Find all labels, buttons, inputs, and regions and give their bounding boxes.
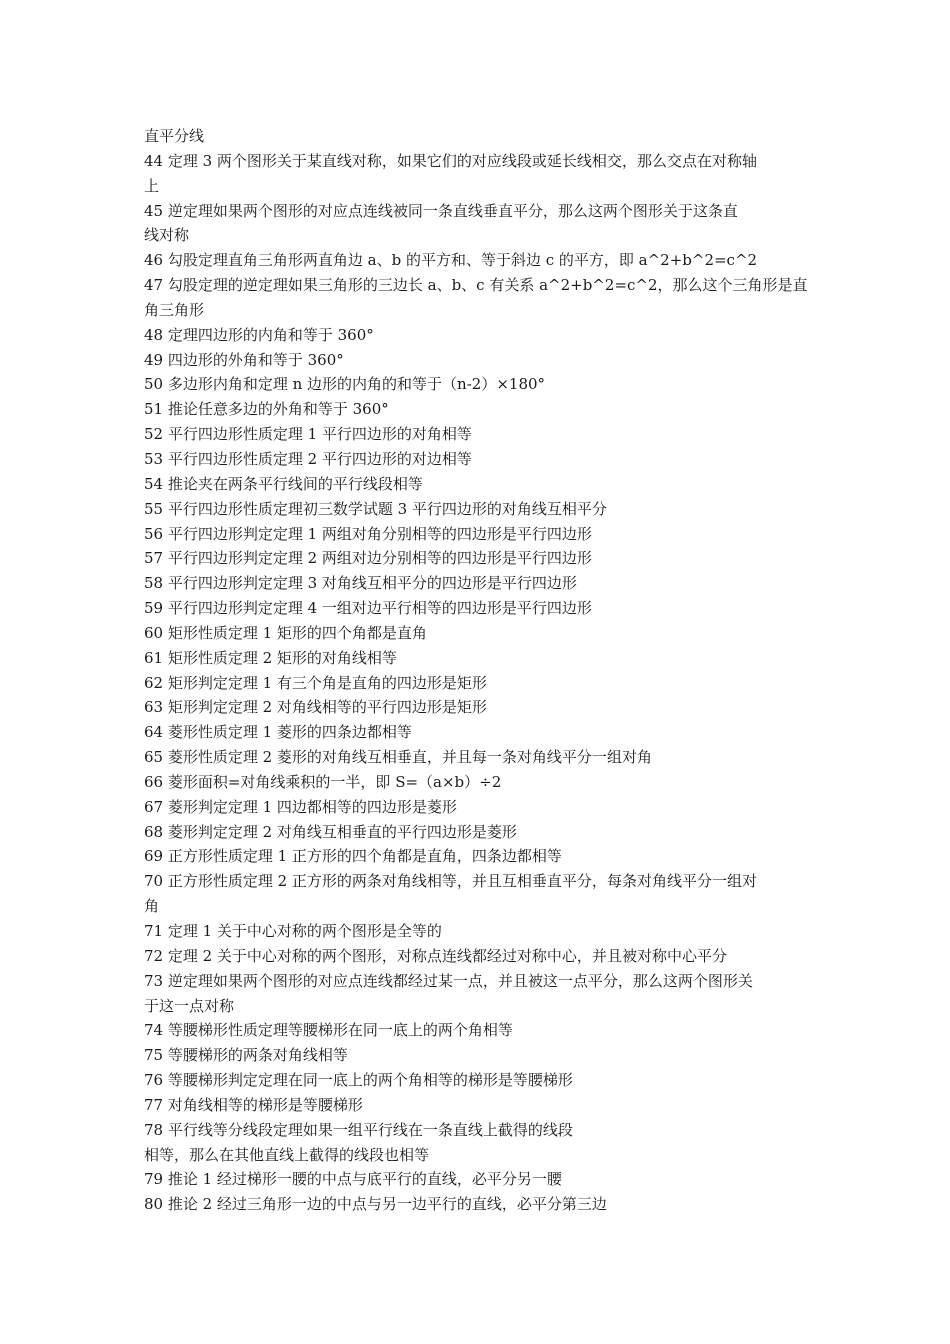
text-line: 直平分线 [144, 127, 205, 145]
text-line: 57 平行四边形判定定理 2 两组对边分别相等的四边形是平行四边形 [144, 549, 592, 568]
text-line: 72 定理 2 关于中心对称的两个图形，对称点连线都经过对称中心，并且被对称中心平分 [144, 946, 727, 965]
text-line: 65 菱形性质定理 2 菱形的对角线互相垂直，并且每一条对角线平分一组对角 [144, 748, 652, 767]
text-line: 79 推论 1 经过梯形一腰的中点与底平行的直线，必平分另一腰 [144, 1170, 562, 1189]
text-line: 61 矩形性质定理 2 矩形的对角线相等 [144, 648, 397, 667]
text-line: 角 [144, 897, 160, 916]
text-line: 44 定理 3 两个图形关于某直线对称，如果它们的对应线段或延长线相交，那么交点在对称轴 [144, 151, 757, 170]
text-line: 角三角形 [144, 300, 205, 319]
text-line: 59 平行四边形判定定理 4 一组对边平行相等的四边形是平行四边形 [144, 599, 592, 618]
text-line: 66 菱形面积=对角线乘积的一半，即 S=（a×b）÷2 [144, 772, 502, 791]
text-line: 46 勾股定理直角三角形两直角边 a、b 的平方和、等于斜边 c 的平方，即 a^2+b^2=c^2 [144, 251, 758, 270]
text-line: 52 平行四边形性质定理 1 平行四边形的对角相等 [144, 425, 472, 444]
text-line: 53 平行四边形性质定理 2 平行四边形的对边相等 [144, 449, 472, 468]
text-line: 51 推论任意多边的外角和等于 360° [144, 400, 389, 419]
text-line: 54 推论夹在两条平行线间的平行线段相等 [144, 474, 423, 493]
text-line: 62 矩形判定定理 1 有三个角是直角的四边形是矩形 [144, 673, 487, 692]
text-line: 80 推论 2 经过三角形一边的中点与另一边平行的直线，必平分第三边 [144, 1195, 607, 1214]
text-line: 47 勾股定理的逆定理如果三角形的三边长 a、b、c 有关系 a^2+b^2=c^2，那么这个三角形是直 [144, 276, 808, 295]
text-line: 76 等腰梯形判定定理在同一底上的两个角相等的梯形是等腰梯形 [144, 1071, 573, 1090]
text-line: 71 定理 1 关于中心对称的两个图形是全等的 [144, 922, 442, 940]
text-line: 63 矩形判定定理 2 对角线相等的平行四边形是矩形 [144, 698, 487, 717]
text-line: 50 多边形内角和定理 n 边形的内角的和等于（n-2）×180° [144, 375, 546, 394]
text-line: 45 逆定理如果两个图形的对应点连线被同一条直线垂直平分，那么这两个图形关于这条直 [144, 201, 738, 220]
text-line: 线对称 [144, 226, 190, 245]
text-line: 68 菱形判定定理 2 对角线互相垂直的平行四边形是菱形 [144, 822, 517, 841]
text-line: 67 菱形判定定理 1 四边都相等的四边形是菱形 [144, 797, 457, 816]
text-line: 73 逆定理如果两个图形的对应点连线都经过某一点，并且被这一点平分，那么这两个图形关 [144, 971, 753, 990]
text-line: 48 定理四边形的内角和等于 360° [144, 325, 374, 344]
text-line: 于这一点对称 [144, 996, 235, 1015]
text-line: 70 正方形性质定理 2 正方形的两条对角线相等，并且互相垂直平分，每条对角线平分一组对 [144, 872, 757, 891]
text-line: 60 矩形性质定理 1 矩形的四个角都是直角 [144, 623, 427, 642]
document-body [144, 124, 810, 1217]
text-line: 49 四边形的外角和等于 360° [144, 350, 344, 369]
text-line: 77 对角线相等的梯形是等腰梯形 [144, 1095, 363, 1114]
text-line: 58 平行四边形判定定理 3 对角线互相平分的四边形是平行四边形 [144, 574, 577, 593]
text-line: 75 等腰梯形的两条对角线相等 [144, 1046, 348, 1065]
text-line: 69 正方形性质定理 1 正方形的四个角都是直角，四条边都相等 [144, 847, 562, 866]
text-line: 64 菱形性质定理 1 菱形的四条边都相等 [144, 723, 412, 742]
text-line: 上 [144, 176, 160, 195]
text-line: 55 平行四边形性质定理初三数学试题 3 平行四边形的对角线互相平分 [144, 499, 607, 518]
text-line: 78 平行线等分线段定理如果一组平行线在一条直线上截得的线段 [144, 1120, 573, 1139]
text-line: 74 等腰梯形性质定理等腰梯形在同一底上的两个角相等 [144, 1021, 513, 1040]
text-line: 相等，那么在其他直线上截得的线段也相等 [144, 1145, 430, 1164]
text-line: 56 平行四边形判定定理 1 两组对角分别相等的四边形是平行四边形 [144, 524, 592, 543]
